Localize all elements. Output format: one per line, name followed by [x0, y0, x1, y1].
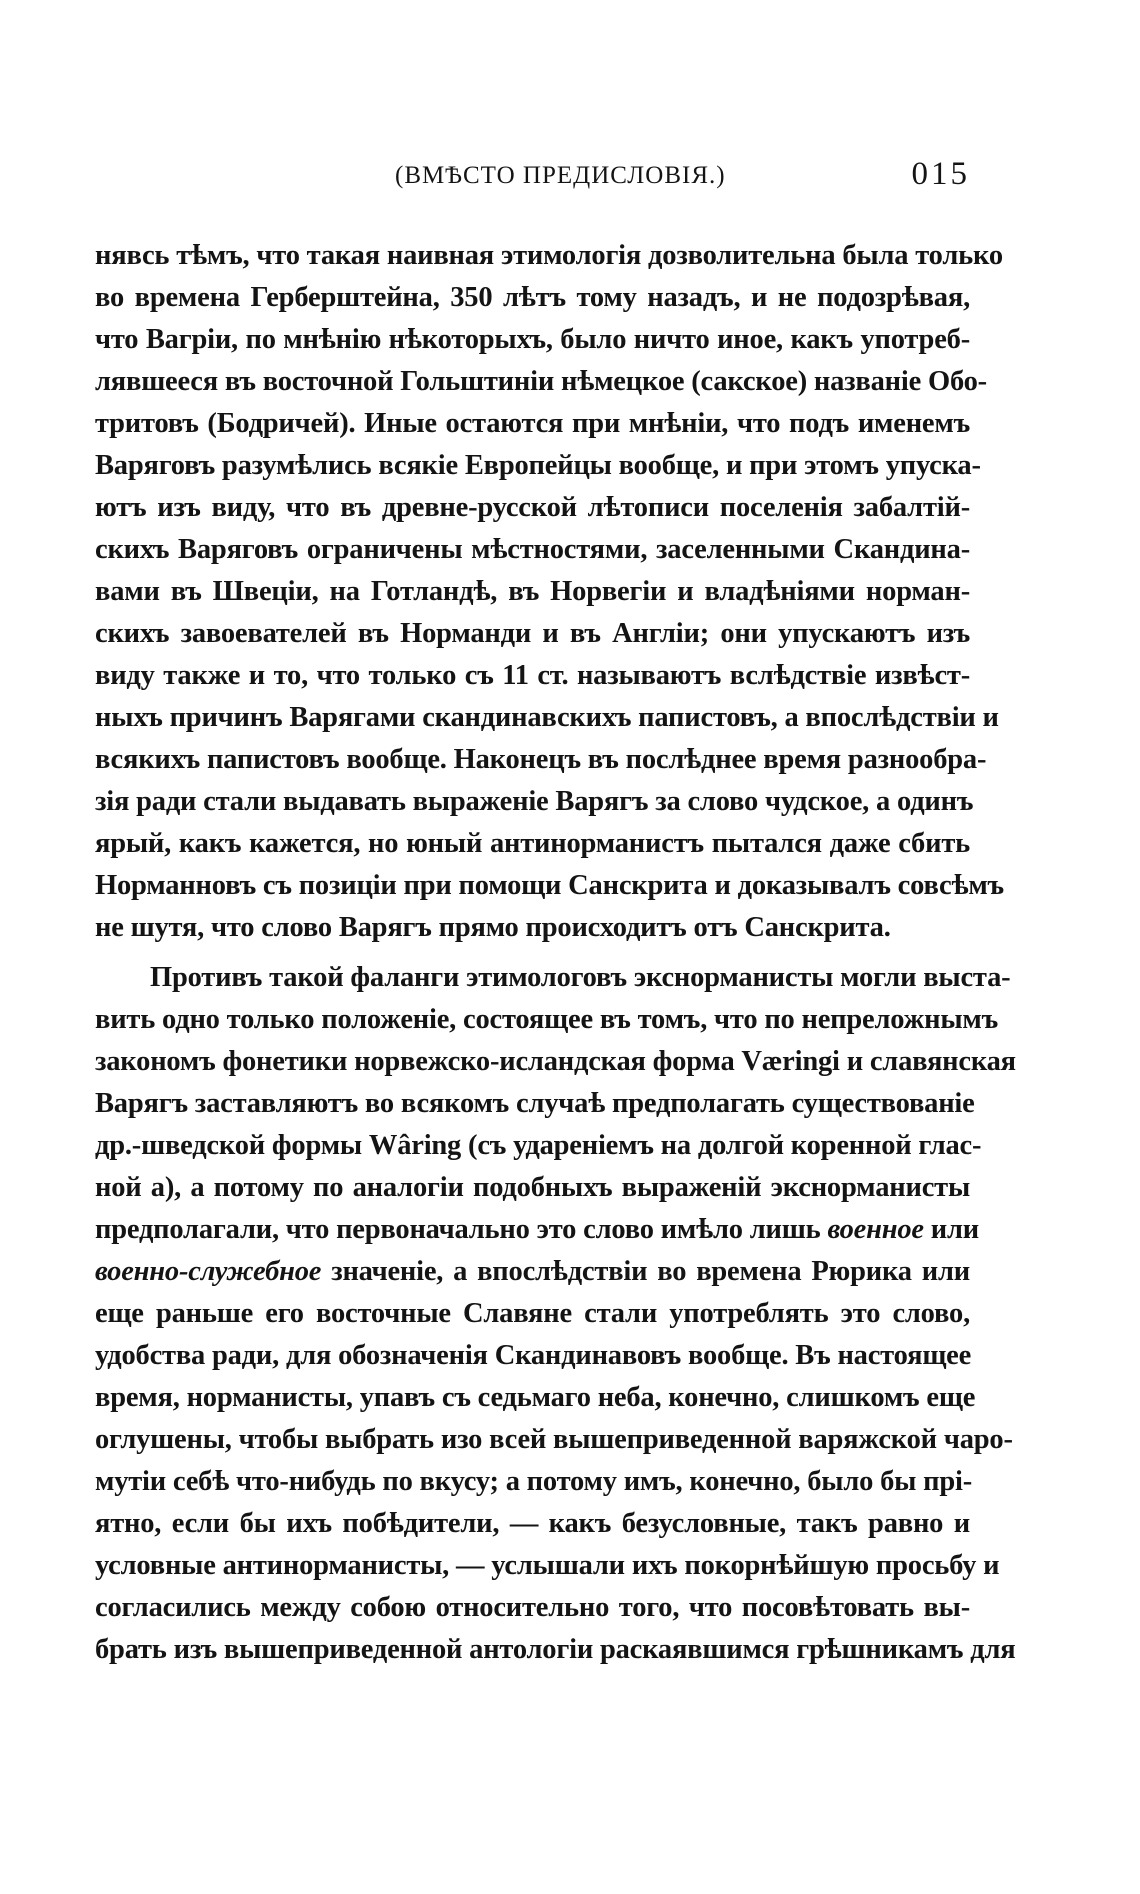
text-line: мутіи себѣ что-нибудь по вкусу; а потому имъ, конечно, было бы прі- [95, 1466, 973, 1497]
text-run: предполагали, что первоначально это слово имѣло лишь [95, 1214, 828, 1245]
text-line: условные антинорманисты, — услышали ихъ покорнѣйшую просьбу и [95, 1550, 1000, 1581]
text-line: скихъ завоевателей въ Норманди и въ Англіи; они упускаютъ изъ [95, 618, 970, 649]
paragraph-gap [95, 949, 970, 957]
text-line: Норманновъ съ позиціи при помощи Санскрита и доказывалъ совсѣмъ [95, 870, 1004, 901]
text-line: что Вагріи, по мнѣнію нѣкоторыхъ, было ничто иное, какъ употреб- [95, 324, 970, 355]
text-line: не шутя, что слово Варягъ прямо происходитъ отъ Санскрита. [95, 912, 891, 943]
running-head: (ВМѢСТО ПРЕДИСЛОВІЯ.) [395, 162, 726, 189]
text-line: время, норманисты, упавъ съ седьмаго неба, конечно, слишкомъ еще [95, 1382, 976, 1413]
text-line: нявсь тѣмъ, что такая наивная этимологія дозволительна была только [95, 240, 1003, 271]
text-line: еще раньше его восточные Славяне стали употреблять это слово, [95, 1298, 970, 1329]
text-line: вами въ Швеціи, на Готландѣ, въ Норвегіи и владѣніями норман- [95, 576, 970, 607]
italic-term-military-service: военно-служебное [95, 1256, 322, 1287]
text-line: оглушены, чтобы выбрать изо всей вышеприведенной варяжской чаро- [95, 1424, 1013, 1455]
text-line: ярый, какъ кажется, но юный антинорманистъ пытался даже сбить [95, 828, 970, 859]
text-run: значеніе, а впослѣдствіи во времена Рюрика или [321, 1256, 970, 1287]
text-line: Варяговъ разумѣлись всякіе Европейцы вообще, и при этомъ упуска- [95, 450, 981, 481]
text-run: или [923, 1214, 980, 1245]
text-line: брать изъ вышеприведенной антологіи раскаявшимся грѣшникамъ для [95, 1634, 1016, 1665]
text-line: вить одно только положеніе, состоящее въ томъ, что по непреложнымъ [95, 1004, 999, 1035]
text-line [95, 1209, 980, 1251]
text-line: ятно, если бы ихъ побѣдители, — какъ безусловные, такъ равно и [95, 1508, 970, 1539]
text-line: скихъ Варяговъ ограничены мѣстностями, заселенными Скандина- [95, 534, 970, 565]
page-number: 015 [911, 156, 970, 192]
text-line: закономъ фонетики норвежско-исландская форма Væringi и славянская [95, 1046, 1016, 1077]
page-header [95, 156, 970, 206]
text-line: Противъ такой фаланги этимологовъ экснорманисты могли выста- [150, 962, 1011, 993]
text-line [95, 1251, 970, 1293]
text-line: ныхъ причинъ Варягами скандинавскихъ папистовъ, а впослѣдствіи и [95, 702, 999, 733]
paragraph-1 [95, 235, 1004, 949]
body-text [95, 235, 1016, 1671]
text-line: др.-шведской формы Wâring (съ удареніемъ на долгой коренной глас- [95, 1130, 982, 1161]
italic-term-military: военное [827, 1214, 924, 1245]
text-line: ной а), а потому по аналогіи подобныхъ выраженій экснорманисты [95, 1172, 970, 1203]
text-line: удобства ради, для обозначенія Скандинавовъ вообще. Въ настоящее [95, 1340, 972, 1371]
text-line: Варягъ заставляютъ во всякомъ случаѣ предполагать существованіе [95, 1088, 975, 1119]
text-line: лявшееся въ восточной Гольштиніи нѣмецкое (сакское) названіе Обо- [95, 366, 987, 397]
paragraph-2 [95, 957, 1016, 1671]
text-line: во времена Герберштейна, 350 лѣтъ тому назадъ, и не подозрѣвая, [95, 282, 970, 313]
text-line: согласились между собою относительно того, что посовѣтовать вы- [95, 1592, 970, 1623]
text-line: всякихъ папистовъ вообще. Наконецъ въ послѣднее время разнообра- [95, 744, 987, 775]
text-line: ютъ изъ виду, что въ древне-русской лѣтописи поселенія забалтій- [95, 492, 970, 523]
text-line: зія ради стали выдавать выраженіе Варягъ за слово чудское, а одинъ [95, 786, 974, 817]
text-line: виду также и то, что только съ 11 ст. называютъ вслѣдствіе извѣст- [95, 660, 970, 691]
text-line: тритовъ (Бодричей). Иные остаются при мнѣніи, что подъ именемъ [95, 408, 970, 439]
